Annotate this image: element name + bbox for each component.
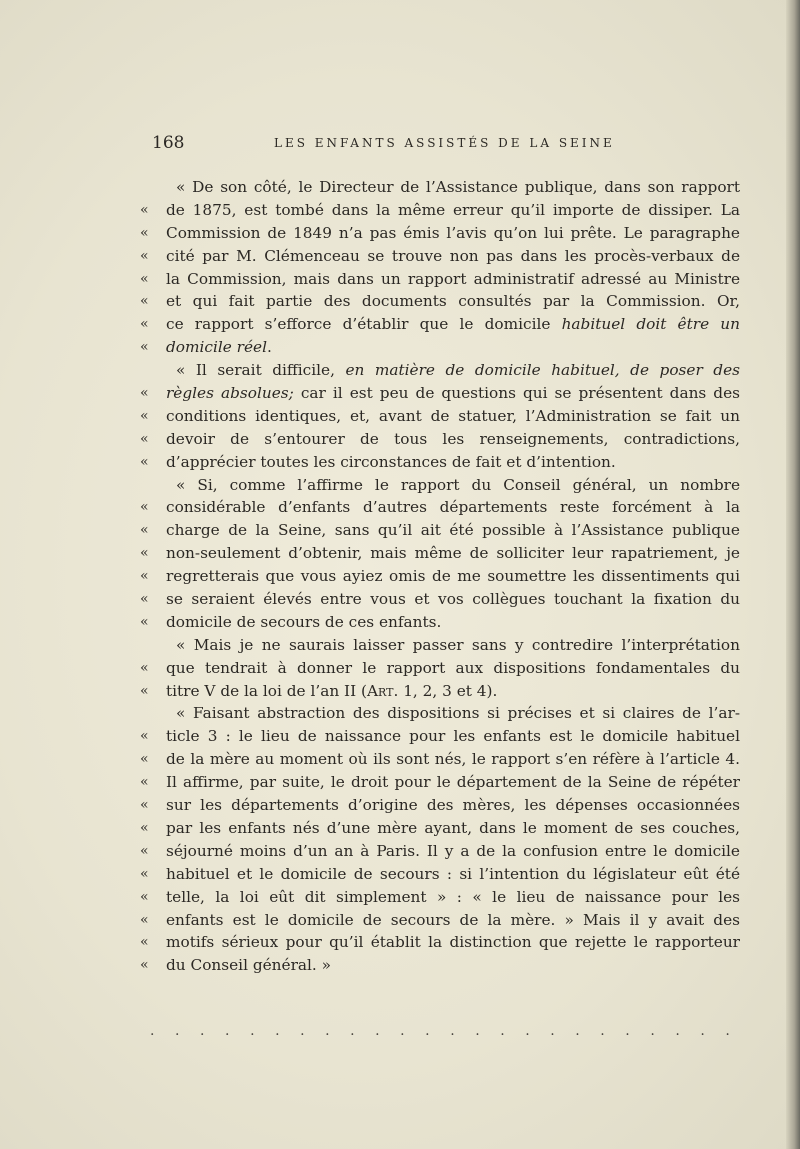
quote-mark: « [140, 957, 149, 974]
text-line [140, 474, 740, 497]
quote-mark: « [140, 797, 149, 814]
quote-mark: « [140, 774, 149, 791]
line-text: devoir de s’entourer de tous les renseignements, contradictions, [166, 429, 740, 448]
quote-mark: « [140, 293, 149, 310]
ellipsis-dot: . [200, 1023, 205, 1039]
line-text: telle, la loi eût dit simplement » : « le lieu de naissance pour les [166, 887, 740, 906]
line-text: la Commission, mais dans un rapport administratif adressé au Ministre [166, 269, 740, 288]
quote-mark: « [140, 316, 149, 333]
ellipsis-dot: . [675, 1023, 680, 1039]
quote-mark: « [140, 751, 149, 768]
ellipsis-dot: . [350, 1023, 355, 1039]
text-line [140, 657, 740, 680]
ellipsis-dot: . [175, 1023, 180, 1039]
quote-mark [140, 359, 166, 382]
line-text: considérable d’enfants d’autres départements reste forcément à la [166, 498, 740, 517]
text-line [140, 542, 740, 565]
line-text: cité par M. Clémenceau se trouve non pas dans les procès-verbaux de [166, 246, 740, 265]
ellipsis-dot: . [150, 1023, 155, 1039]
line-text: domicile réel. [166, 338, 272, 357]
quote-mark: « [140, 430, 149, 447]
quote-mark: « [140, 224, 149, 241]
quote-mark: « [140, 270, 149, 287]
line-text: de la mère au moment où ils sont nés, le rapport s’en réfère à l’article 4. [166, 750, 740, 769]
line-text: et qui fait partie des documents consultés par la Commission. Or, [166, 292, 740, 311]
page-number: 168 [152, 133, 185, 153]
body-text [140, 176, 740, 977]
ellipsis-dot: . [700, 1023, 705, 1039]
line-text: Il affirme, par suite, le droit pour le département de la Seine de répéter [166, 773, 740, 792]
line-text: d’apprécier toutes les circonstances de fait et d’intention. [166, 452, 616, 471]
quote-mark: « [140, 339, 149, 356]
quote-mark: « [140, 385, 149, 402]
ellipsis-dot: . [275, 1023, 280, 1039]
quote-mark: « [140, 499, 149, 516]
quote-mark: « [140, 545, 149, 562]
line-text: « Si, comme l’affirme le rapport du Conseil général, un nombre [176, 475, 740, 494]
ellipsis-dot: . [375, 1023, 380, 1039]
text-line [140, 680, 740, 703]
quote-mark: « [140, 682, 149, 699]
text-line [140, 886, 740, 909]
line-text: se seraient élevés entre vous et vos collègues touchant la fixation du [166, 590, 740, 609]
ellipsis-dot: . [525, 1023, 530, 1039]
text-line [140, 588, 740, 611]
ellipsis-dot: . [650, 1023, 655, 1039]
text-line [140, 702, 740, 725]
ellipsis-dot: . [500, 1023, 505, 1039]
ellipsis-dot: . [300, 1023, 305, 1039]
text-line [140, 359, 740, 382]
ellipsis-dot: . [550, 1023, 555, 1039]
line-text: de 1875, est tombé dans la même erreur qu’il importe de dissiper. La [166, 200, 740, 219]
text-line [140, 794, 740, 817]
line-text: domicile de secours de ces enfants. [166, 612, 442, 631]
line-text: du Conseil général. » [166, 956, 331, 975]
quote-mark: « [140, 842, 149, 859]
text-line [140, 382, 740, 405]
quote-mark [140, 176, 166, 199]
text-line [140, 611, 740, 634]
line-text: que tendrait à donner le rapport aux dispositions fondamentales du [166, 658, 740, 677]
quote-mark: « [140, 407, 149, 424]
quote-mark: « [140, 865, 149, 882]
text-line [140, 909, 740, 932]
line-text: ce rapport s’efforce d’établir que le domicile habituel doit être un [166, 315, 740, 334]
text-line [140, 176, 740, 199]
text-line [140, 428, 740, 451]
quote-mark: « [140, 613, 149, 630]
ellipsis-dot: . [400, 1023, 405, 1039]
text-line [140, 634, 740, 657]
quote-mark: « [140, 888, 149, 905]
quote-mark: « [140, 453, 149, 470]
line-text: séjourné moins d’un an à Paris. Il y a de la confusion entre le domicile [166, 841, 740, 860]
line-text: Commission de 1849 n’a pas émis l’avis qu’on lui prête. Le paragraphe [166, 223, 740, 242]
page-edge-shadow [786, 0, 800, 1149]
text-line [140, 199, 740, 222]
text-line [140, 519, 740, 542]
quote-mark [140, 474, 166, 497]
ellipsis-dot: . [600, 1023, 605, 1039]
ellipsis-dot: . [250, 1023, 255, 1039]
text-line [140, 313, 740, 336]
line-text: motifs sérieux pour qu’il établit la distinction que rejette le rapporteur [166, 933, 740, 952]
ellipsis-dot: . [450, 1023, 455, 1039]
line-text: « De son côté, le Directeur de l’Assistance publique, dans son rapport [176, 178, 740, 196]
text-line [140, 245, 740, 268]
quote-mark: « [140, 934, 149, 951]
line-text: « Il serait difficile, en matière de domicile habituel, de poser des [176, 361, 740, 380]
text-line [140, 222, 740, 245]
line-text: titre V de la loi de l’an II (Art. 1, 2, 3 et 4). [166, 681, 498, 700]
text-line [140, 725, 740, 748]
text-line [140, 840, 740, 863]
quote-mark: « [140, 728, 149, 745]
text-line [140, 954, 740, 977]
quote-mark: « [140, 659, 149, 676]
ellipsis-dot: . [325, 1023, 330, 1039]
line-text: enfants est le domicile de secours de la mère. » Mais il y avait des [166, 910, 740, 929]
quote-mark: « [140, 522, 149, 539]
text-line [140, 748, 740, 771]
line-text: « Mais je ne saurais laisser passer sans y contredire l’interprétation [176, 635, 740, 654]
text-line [140, 496, 740, 519]
text-line [140, 290, 740, 313]
line-text: ticle 3 : le lieu de naissance pour les enfants est le domicile habituel [166, 727, 740, 746]
ellipsis-dot: . [575, 1023, 580, 1039]
quote-mark: « [140, 201, 149, 218]
ellipsis-dot: . [625, 1023, 630, 1039]
line-text: sur les départements d’origine des mères, les dépenses occasionnées [166, 796, 740, 815]
ellipsis-dot: . [475, 1023, 480, 1039]
text-line [140, 863, 740, 886]
quote-mark [140, 702, 166, 725]
ellipsis-dot: . [225, 1023, 230, 1039]
text-line [140, 817, 740, 840]
quote-mark [140, 634, 166, 657]
quote-mark: « [140, 568, 149, 585]
line-text: conditions identiques, et, avant de statuer, l’Administration se fait un [166, 406, 740, 425]
line-text: « Faisant abstraction des dispositions si précises et si claires de l’ar- [176, 704, 740, 723]
line-text: règles absolues; car il est peu de questions qui se présentent dans des [166, 384, 740, 403]
line-text: par les enfants nés d’une mère ayant, dans le moment de ses couches, [166, 818, 740, 837]
text-line [140, 771, 740, 794]
text-line [140, 405, 740, 428]
line-text: non-seulement d’obtenir, mais même de solliciter leur rapatriement, je [166, 544, 740, 563]
ellipsis-row [150, 1023, 730, 1043]
line-text: regretterais que vous ayiez omis de me soumettre les dissentiments qui [166, 567, 740, 586]
text-line [140, 451, 740, 474]
quote-mark: « [140, 591, 149, 608]
ellipsis-dot: . [425, 1023, 430, 1039]
line-text: charge de la Seine, sans qu’il ait été possible à l’Assistance publique [166, 521, 740, 540]
quote-mark: « [140, 819, 149, 836]
line-text: habituel et le domicile de secours : si l’intention du législateur eût été [166, 864, 740, 883]
quote-mark: « [140, 911, 149, 928]
running-title: LES ENFANTS ASSISTÉS DE LA SEINE [274, 136, 615, 150]
text-line [140, 931, 740, 954]
text-line [140, 565, 740, 588]
text-line [140, 336, 740, 359]
quote-mark: « [140, 247, 149, 264]
page-header [152, 133, 732, 159]
ellipsis-dot: . [725, 1023, 730, 1039]
text-line [140, 268, 740, 291]
